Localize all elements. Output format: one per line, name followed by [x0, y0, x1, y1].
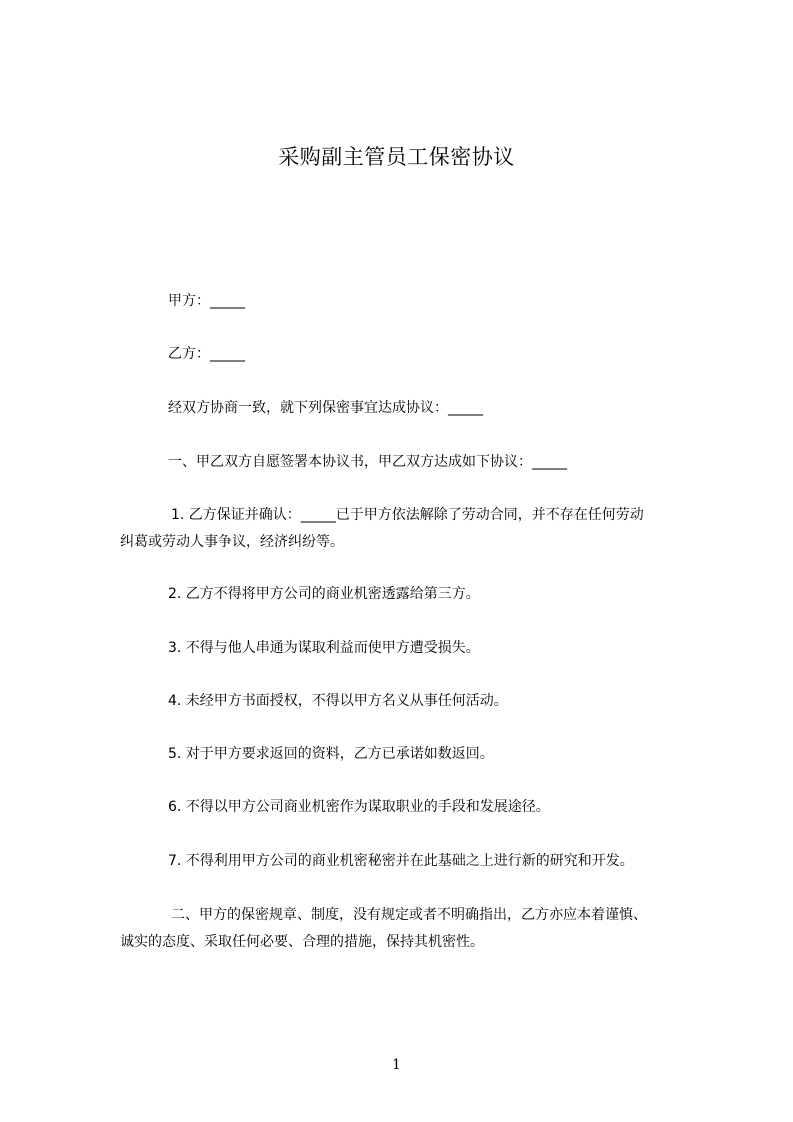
item7: 7. 不得利用甲方公司的商业机密秘密并在此基础之上进行新的研究和开发。	[168, 853, 634, 869]
item1-line1: 1. 乙方保证并确认：_____已于甲方依法解除了劳动合同，并不存在任何劳动	[171, 507, 644, 523]
item5: 5. 对于甲方要求返回的资料，乙方已承诺如数返回。	[168, 746, 494, 762]
party-b-line: 乙方：_____	[168, 346, 245, 362]
document-title: 采购副主管员工保密协议	[278, 145, 515, 169]
item6: 6. 不得以甲方公司商业机密作为谋取职业的手段和发展途径。	[168, 799, 550, 815]
item3: 3. 不得与他人串通为谋取利益而使甲方遭受损失。	[168, 640, 480, 656]
page-number: 1	[392, 1057, 401, 1073]
section2-line2: 诚实的态度、采取任何必要、合理的措施，保持其机密性。	[120, 934, 484, 950]
intro-paragraph: 经双方协商一致，就下列保密事宜达成协议：_____	[168, 400, 483, 416]
item2: 2. 乙方不得将甲方公司的商业机密透露给第三方。	[168, 586, 480, 602]
section2-line1: 二、甲方的保密规章、制度，没有规定或者不明确指出，乙方亦应本着谨慎、	[171, 907, 647, 923]
item1-line2: 纠葛或劳动人事争议，经济纠纷等。	[120, 534, 344, 550]
section1-heading: 一、甲乙双方自愿签署本协议书，甲乙双方达成如下协议：_____	[168, 454, 567, 470]
item4: 4. 未经甲方书面授权，不得以甲方名义从事任何活动。	[168, 693, 508, 709]
party-a-line: 甲方：_____	[168, 293, 245, 309]
